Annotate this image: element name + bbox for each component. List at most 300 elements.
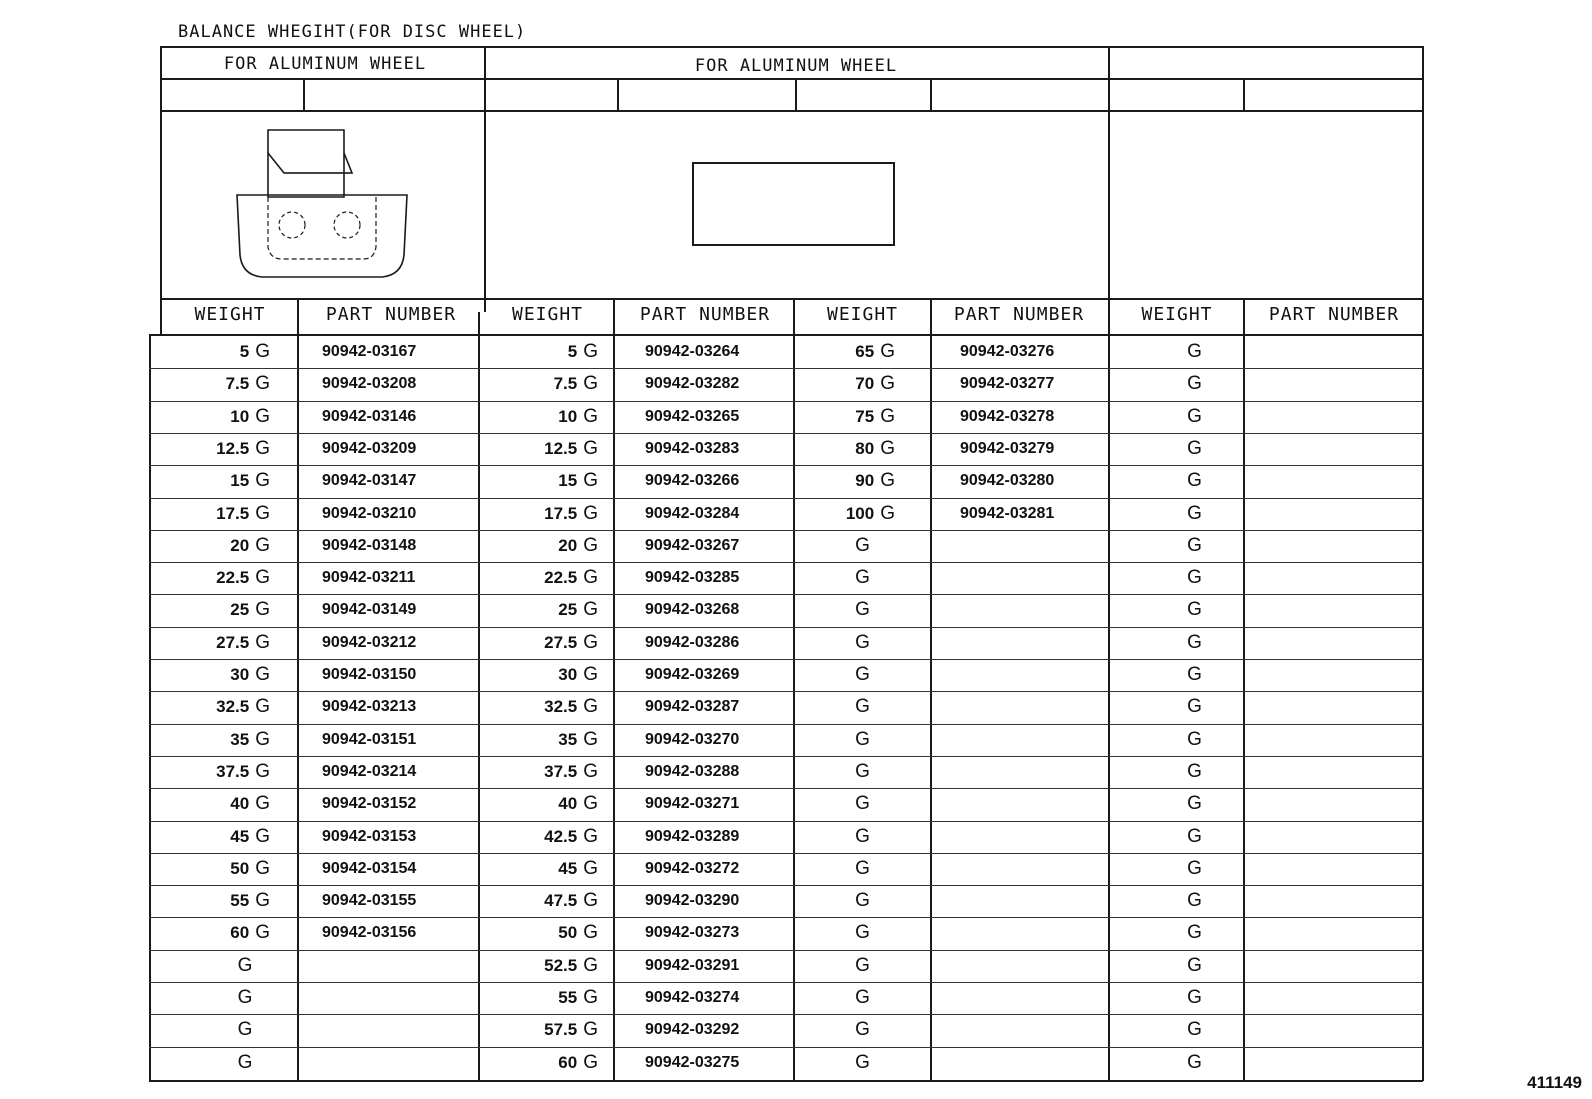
part-number-cell: 90942-03153 [322,828,417,845]
weight-cell [1108,530,1281,562]
weight-cell [1108,368,1281,400]
weight-cell [795,1014,930,1046]
weight-unit: G [255,373,270,394]
weight-value: 50 [558,923,578,942]
part-number-cell: 90942-03265 [645,408,740,425]
weight-cell [1108,1014,1281,1046]
weight-cell [795,368,895,400]
weight-unit: G [1187,632,1202,653]
weight-unit: G [855,890,870,911]
weight-value: 52.5 [544,956,578,975]
part-number-cell: 90942-03273 [645,924,740,941]
weight-unit: G [855,696,870,717]
weight-unit: G [255,567,270,588]
weight-cell [160,433,270,465]
weight-unit: G [237,987,253,1008]
weight-unit: G [855,793,870,814]
part-number-cell: 90942-03290 [645,892,740,909]
part-number-cell: 90942-03271 [645,795,740,812]
frame-bottom [149,1080,1423,1082]
weight-cell [1108,594,1281,626]
weight-cell [480,1014,598,1046]
weight-cell [480,788,598,820]
weight-cell [160,594,270,626]
weight-unit: G [1187,599,1202,620]
weight-unit: G [255,341,270,362]
weight-value: 20 [230,536,250,555]
part-number-cell: 90942-03281 [960,505,1055,522]
weight-value: 22.5 [216,568,250,587]
weight-unit: G [583,922,598,943]
weight-unit: G [855,955,870,976]
weight-value: 22.5 [544,568,578,587]
weight-cell [480,821,598,853]
part-number-cell: 90942-03147 [322,472,417,489]
weight-cell [795,659,930,691]
weight-cell [1108,885,1281,917]
weight-cell [1108,853,1281,885]
weight-cell [1108,401,1281,433]
weight-unit: G [583,373,598,394]
weight-cell [1108,465,1281,497]
weight-unit: G [583,955,598,976]
part-number-cell: 90942-03289 [645,828,740,845]
weight-unit: G [1187,761,1202,782]
weight-unit: G [255,922,270,943]
part-number-cell: 90942-03264 [645,343,740,360]
weight-cell [795,627,930,659]
weight-unit: G [1187,535,1202,556]
weight-cell [795,465,895,497]
weight-cell [480,627,598,659]
weight-value: 17.5 [216,504,250,523]
frame-right [1422,46,1424,1081]
weight-value: 65 [855,342,875,361]
weight-cell [480,917,598,949]
weight-unit: G [1187,955,1202,976]
weight-unit: G [855,987,870,1008]
part-number-cell: 90942-03210 [322,505,417,522]
weight-unit: G [855,761,870,782]
weight-value: 17.5 [544,504,578,523]
weight-cell [480,401,598,433]
weight-unit: G [880,341,895,362]
weight-unit: G [583,729,598,750]
weight-cell [480,853,598,885]
weight-value: 7.5 [225,374,250,393]
weight-unit: G [1187,1052,1202,1073]
sub-divider-b [617,78,619,110]
weight-unit: G [855,826,870,847]
part-number-cell: 90942-03291 [645,957,740,974]
weight-unit: G [1187,470,1202,491]
part-number-cell: 90942-03286 [645,634,740,651]
weight-cell [160,627,270,659]
part-number-cell: 90942-03285 [645,569,740,586]
weight-unit: G [1187,567,1202,588]
weight-unit: G [583,826,598,847]
weight-unit: G [255,858,270,879]
weight-cell [160,368,270,400]
weight-cell [795,336,895,368]
weight-cell [795,433,895,465]
weight-cell [480,336,598,368]
weight-value: 45 [558,859,578,878]
weight-unit: G [1187,503,1202,524]
weight-value: 5 [239,342,250,361]
weight-unit: G [255,599,270,620]
weight-unit: G [1187,890,1202,911]
sub-divider-d [930,78,932,110]
weight-unit: G [583,406,598,427]
weight-value: 7.5 [553,374,578,393]
header-weight-1: WEIGHT [194,304,266,325]
weight-unit: G [880,503,895,524]
divider-section-1 [484,46,486,312]
weight-unit: G [855,1052,870,1073]
part-number-cell: 90942-03275 [645,1054,740,1071]
weight-unit: G [583,470,598,491]
weight-unit: G [1187,922,1202,943]
weight-value: 25 [558,600,578,619]
weight-cell [480,885,598,917]
weight-unit: G [1187,1019,1202,1040]
weight-cell [1108,562,1281,594]
part-number-cell: 90942-03154 [322,860,417,877]
weight-cell [160,982,330,1014]
weight-cell [480,594,598,626]
weight-unit: G [583,632,598,653]
part-number-cell: 90942-03276 [960,343,1055,360]
weight-unit: G [583,567,598,588]
weight-value: 15 [558,471,578,490]
header-weight-2: WEIGHT [511,304,584,325]
weight-cell [795,498,895,530]
weight-cell [160,788,270,820]
part-number-cell: 90942-03267 [645,537,740,554]
weight-cell [1108,627,1281,659]
weight-value: 12.5 [544,439,578,458]
weight-unit: G [237,955,253,976]
weight-unit: G [583,664,598,685]
weight-unit: G [583,438,598,459]
weight-unit: G [1187,729,1202,750]
part-number-cell: 90942-03150 [322,666,417,683]
part-number-cell: 90942-03266 [645,472,740,489]
weight-cell [160,659,270,691]
weight-unit: G [583,761,598,782]
weight-cell [795,401,895,433]
header-part-number-2: PART NUMBER [639,304,771,325]
weight-unit: G [583,1052,598,1073]
weight-cell [160,756,270,788]
weight-value: 60 [230,923,250,942]
sub-divider-a [303,78,305,110]
weight-value: 35 [230,730,250,749]
part-number-cell: 90942-03288 [645,763,740,780]
weight-unit: G [583,858,598,879]
weight-unit: G [880,406,895,427]
header-part-number-3: PART NUMBER [953,304,1085,325]
weight-unit: G [855,664,870,685]
weight-cell [1108,756,1281,788]
weight-cell [160,885,270,917]
weight-value: 25 [230,600,250,619]
weight-cell [1108,788,1281,820]
weight-cell [1108,917,1281,949]
part-number-cell: 90942-03146 [322,408,417,425]
weight-value: 32.5 [216,697,250,716]
weight-cell [160,562,270,594]
sub-divider-c [795,78,797,110]
weight-value: 27.5 [216,633,250,652]
weight-cell [795,788,930,820]
weight-value: 42.5 [544,827,578,846]
weight-unit: G [1187,373,1202,394]
weight-value: 40 [230,794,250,813]
weight-cell [480,724,598,756]
weight-unit: G [855,599,870,620]
weight-value: 60 [558,1053,578,1072]
weight-unit: G [880,373,895,394]
part-number-cell: 90942-03284 [645,505,740,522]
part-number-cell: 90942-03272 [645,860,740,877]
weight-cell [795,950,930,982]
part-number-cell: 90942-03292 [645,1021,740,1038]
clip-on-weight-illustration [232,125,412,285]
weight-cell [160,498,270,530]
weight-value: 12.5 [216,439,250,458]
part-number-cell: 90942-03209 [322,440,417,457]
part-number-cell: 90942-03268 [645,601,740,618]
weight-value: 47.5 [544,891,578,910]
part-number-cell: 90942-03287 [645,698,740,715]
weight-value: 90 [855,471,875,490]
weight-unit: G [583,341,598,362]
weight-unit: G [855,858,870,879]
weight-cell [1108,821,1281,853]
weight-unit: G [255,729,270,750]
weight-value: 37.5 [544,762,578,781]
weight-cell [160,853,270,885]
weight-cell [480,562,598,594]
weight-value: 100 [845,504,875,523]
weight-value: 35 [558,730,578,749]
weight-unit: G [237,1019,253,1040]
weight-cell [480,659,598,691]
weight-unit: G [583,987,598,1008]
header-weight-4: WEIGHT [1141,304,1213,325]
frame-left-top [160,46,162,336]
part-number-cell: 90942-03152 [322,795,417,812]
weight-cell [795,1047,930,1079]
weight-cell [160,465,270,497]
weight-unit: G [255,890,270,911]
weight-cell [1108,691,1281,723]
weight-cell [1108,950,1281,982]
weight-value: 5 [567,342,578,361]
weight-value: 15 [230,471,250,490]
weight-unit: G [1187,858,1202,879]
weight-cell [160,1047,330,1079]
weight-unit: G [583,696,598,717]
weight-unit: G [255,406,270,427]
weight-value: 45 [230,827,250,846]
weight-cell [1108,724,1281,756]
weight-value: 10 [558,407,578,426]
weight-value: 50 [230,859,250,878]
part-number-cell: 90942-03278 [960,408,1055,425]
weight-unit: G [1187,406,1202,427]
weight-unit: G [1187,438,1202,459]
weight-cell [795,530,930,562]
weight-cell [160,691,270,723]
weight-unit: G [237,1052,253,1073]
weight-value: 30 [558,665,578,684]
part-number-cell: 90942-03283 [645,440,740,457]
weight-value: 40 [558,794,578,813]
part-number-cell: 90942-03149 [322,601,417,618]
part-number-cell: 90942-03270 [645,731,740,748]
part-number-cell: 90942-03155 [322,892,417,909]
weight-cell [1108,433,1281,465]
weight-unit: G [855,535,870,556]
part-number-cell: 90942-03212 [322,634,417,651]
weight-unit: G [1187,664,1202,685]
weight-cell [480,691,598,723]
reference-number: 411149 [1527,1073,1582,1092]
weight-unit: G [255,793,270,814]
weight-unit: G [880,438,895,459]
weight-unit: G [1187,826,1202,847]
part-number-cell: 90942-03213 [322,698,417,715]
adhesive-weight-illustration [692,162,895,246]
part-number-cell: 90942-03211 [322,569,416,586]
weight-unit: G [583,535,598,556]
weight-cell [160,530,270,562]
weight-unit: G [880,470,895,491]
weight-unit: G [583,599,598,620]
header-weight-3: WEIGHT [826,304,899,325]
part-number-cell: 90942-03214 [322,763,417,780]
weight-cell [795,885,930,917]
weight-cell [795,691,930,723]
weight-unit: G [855,567,870,588]
weight-cell [1108,982,1281,1014]
weight-unit: G [255,438,270,459]
weight-cell [795,724,930,756]
weight-unit: G [855,922,870,943]
weight-unit: G [855,1019,870,1040]
weight-value: 80 [855,439,875,458]
weight-unit: G [255,664,270,685]
weight-cell [795,594,930,626]
part-number-cell: 90942-03208 [322,375,417,392]
part-number-cell: 90942-03151 [322,731,417,748]
weight-unit: G [1187,696,1202,717]
weight-cell [160,1014,330,1046]
weight-cell [160,724,270,756]
part-number-cell: 90942-03167 [322,343,417,360]
weight-unit: G [583,503,598,524]
weight-cell [1108,659,1281,691]
weight-unit: G [255,826,270,847]
weight-cell [480,465,598,497]
weight-value: 55 [230,891,250,910]
weight-cell [480,368,598,400]
weight-cell [480,1047,598,1079]
weight-value: 75 [855,407,875,426]
weight-cell [795,917,930,949]
weight-unit: G [255,632,270,653]
part-number-cell: 90942-03282 [645,375,740,392]
weight-cell [160,917,270,949]
part-number-cell: 90942-03269 [645,666,740,683]
weight-value: 37.5 [216,762,250,781]
section-title-left: FOR ALUMINUM WHEEL [223,54,427,74]
weight-value: 70 [855,374,875,393]
weight-unit: G [583,793,598,814]
weight-cell [480,982,598,1014]
weight-value: 32.5 [544,697,578,716]
weight-cell [795,821,930,853]
weight-cell [795,853,930,885]
weight-unit: G [855,729,870,750]
weight-value: 57.5 [544,1020,578,1039]
part-number-cell: 90942-03277 [960,375,1055,392]
weight-cell [160,401,270,433]
weight-value: 30 [230,665,250,684]
weight-unit: G [255,696,270,717]
weight-value: 10 [230,407,250,426]
weight-unit: G [583,890,598,911]
weight-cell [1108,1047,1281,1079]
weight-cell [160,821,270,853]
weight-cell [480,433,598,465]
part-number-cell: 90942-03156 [322,924,417,941]
weight-cell [160,336,270,368]
weight-cell [480,756,598,788]
weight-cell [160,950,330,982]
weight-cell [1108,336,1281,368]
header-part-number-1: PART NUMBER [325,304,457,325]
weight-cell [795,562,930,594]
sub-divider-e [1243,78,1245,110]
weight-unit: G [583,1019,598,1040]
weight-unit: G [255,503,270,524]
weight-value: 20 [558,536,578,555]
weight-value: 27.5 [544,633,578,652]
weight-unit: G [255,761,270,782]
weight-cell [1108,498,1281,530]
weight-unit: G [1187,341,1202,362]
weight-cell [795,982,930,1014]
part-number-cell: 90942-03148 [322,537,417,554]
part-number-cell: 90942-03274 [645,989,740,1006]
weight-unit: G [255,535,270,556]
weight-cell [480,530,598,562]
weight-unit: G [255,470,270,491]
weight-cell [795,756,930,788]
part-number-cell: 90942-03279 [960,440,1055,457]
frame-left-bottom [149,336,151,1081]
weight-unit: G [1187,793,1202,814]
weight-unit: G [1187,987,1202,1008]
weight-value: 55 [558,988,578,1007]
weight-unit: G [855,632,870,653]
weight-cell [480,498,598,530]
row-line-title [160,78,1423,80]
